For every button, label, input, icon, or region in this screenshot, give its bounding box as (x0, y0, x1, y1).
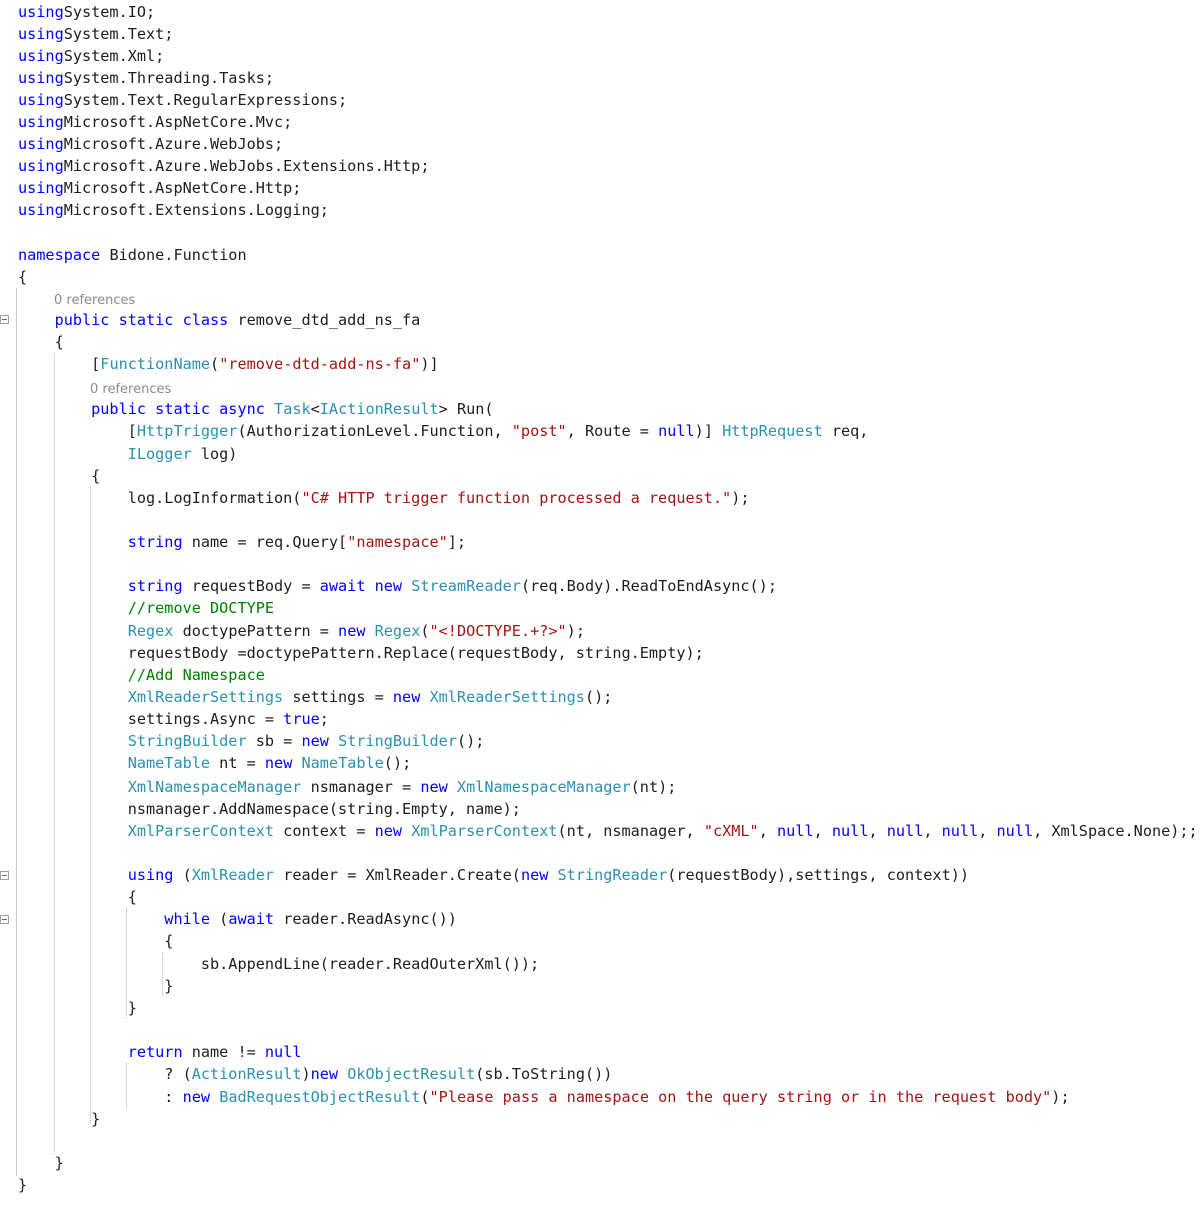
code-token: while (18, 910, 211, 928)
code-token (292, 754, 301, 772)
code-token: ); (731, 489, 750, 507)
code-line[interactable] (18, 111, 292, 133)
code-line[interactable] (18, 686, 612, 708)
code-line[interactable] (18, 597, 274, 619)
code-line[interactable] (18, 953, 539, 975)
code-token: true (283, 710, 320, 728)
code-line[interactable] (18, 620, 585, 642)
code-token: BadRequestObjectResult (219, 1088, 421, 1106)
code-token: using (18, 179, 64, 197)
code-token: (); (456, 732, 485, 750)
code-token: StreamReader (411, 577, 521, 595)
code-token: ) (301, 1065, 311, 1083)
code-line[interactable] (18, 45, 164, 67)
codelens-references[interactable]: 0 references (54, 293, 136, 308)
code-token: ? ( (18, 1065, 192, 1083)
code-token: "C# HTTP trigger function processed a request." (301, 489, 732, 507)
collapse-region-icon[interactable] (0, 315, 9, 324)
code-token: name = req.Query[ (182, 533, 348, 551)
code-token: log.LogInformation( (18, 489, 302, 507)
code-token: new (420, 778, 448, 796)
code-token: HttpTrigger (136, 422, 238, 440)
code-token: System.Xml; (63, 47, 165, 65)
code-token: (req.Body).ReadToEndAsync(); (520, 577, 777, 595)
code-token (402, 822, 411, 840)
code-token: using (18, 91, 64, 109)
code-token (402, 577, 411, 595)
code-token: req, (822, 422, 869, 440)
code-line[interactable] (18, 353, 439, 375)
code-token: using (18, 157, 64, 175)
code-token: "cXML" (703, 822, 759, 840)
code-line[interactable] (18, 155, 429, 177)
code-line[interactable] (18, 930, 173, 952)
code-token: FunctionName (100, 355, 211, 373)
code-token: ( (173, 866, 192, 884)
code-token: new (374, 822, 403, 840)
code-token: XmlNamespaceManager (18, 778, 302, 796)
code-token: XmlReaderSettings (429, 688, 585, 706)
code-token (329, 732, 338, 750)
code-token: System.Threading.Tasks; (63, 69, 275, 87)
code-line[interactable] (18, 309, 420, 331)
code-token (548, 866, 557, 884)
code-token: using (18, 3, 64, 21)
code-token: (nt, nsmanager, (557, 822, 704, 840)
code-line[interactable] (18, 331, 64, 353)
code-line[interactable] (18, 420, 868, 442)
code-token: using (18, 69, 64, 87)
code-token: Regex (18, 622, 174, 640)
code-token: { (18, 333, 64, 351)
code-token: ( (420, 622, 430, 640)
code-token: using (18, 25, 64, 43)
code-token: new (392, 688, 421, 706)
code-line[interactable] (18, 997, 137, 1019)
code-line[interactable] (18, 89, 347, 111)
code-line[interactable] (18, 908, 457, 930)
code-token: nsmanager.AddNamespace(string.Empty, name); (18, 800, 521, 818)
collapse-region-icon[interactable] (0, 871, 9, 880)
code-token: "post" (511, 422, 567, 440)
code-token: Microsoft.AspNetCore.Http; (63, 179, 302, 197)
code-token: XmlParserContext (411, 822, 558, 840)
code-token: } (18, 1110, 101, 1128)
code-token: ); (1051, 1088, 1070, 1106)
code-token: { (18, 888, 137, 906)
code-line[interactable] (18, 398, 494, 420)
code-token: NameTable (18, 754, 211, 772)
collapse-region-icon[interactable] (0, 915, 9, 924)
code-token: new (264, 754, 293, 772)
code-line[interactable] (18, 975, 173, 997)
code-token: Microsoft.Azure.WebJobs; (63, 135, 284, 153)
code-token: null (777, 822, 814, 840)
code-token: string (18, 577, 183, 595)
code-line[interactable] (18, 531, 466, 553)
code-line[interactable] (18, 798, 521, 820)
code-token: "remove-dtd-add-ns-fa" (219, 355, 421, 373)
code-line[interactable] (18, 487, 750, 509)
code-token: } (18, 1176, 28, 1194)
code-line[interactable] (18, 886, 137, 908)
code-token: using (18, 135, 64, 153)
code-token: HttpRequest (722, 422, 823, 440)
code-token: null (941, 822, 979, 840)
code-token: "<!DOCTYPE.+?>" (429, 622, 567, 640)
code-token: } (18, 977, 174, 995)
code-token: ( (210, 355, 220, 373)
code-token (448, 778, 457, 796)
code-token: IActionResult (319, 400, 439, 418)
code-token: context = (274, 822, 375, 840)
code-token: new (310, 1065, 339, 1083)
code-token: StringBuilder (18, 732, 247, 750)
code-token: , (758, 822, 778, 840)
code-token: (); (584, 688, 613, 706)
code-token: ( (420, 1088, 430, 1106)
code-token: "Please pass a namespace on the query string or in the request body" (429, 1088, 1052, 1106)
code-token: XmlReader (191, 866, 275, 884)
code-token: StringReader (557, 866, 668, 884)
code-token: Bidone.Function (100, 246, 247, 264)
code-token: Microsoft.Extensions.Logging; (63, 201, 329, 219)
code-line[interactable] (18, 664, 265, 686)
code-line[interactable] (18, 1, 155, 23)
code-line[interactable] (18, 1174, 27, 1196)
code-token: new (182, 1088, 211, 1106)
code-token: (AuthorizationLevel.Function, (237, 422, 512, 440)
code-line[interactable] (18, 1063, 612, 1085)
code-token: [ (18, 422, 137, 440)
code-token: [ (18, 355, 101, 373)
code-token: namespace (18, 246, 101, 264)
code-line[interactable] (18, 730, 484, 752)
code-line[interactable] (18, 1108, 100, 1130)
code-token: , (978, 822, 997, 840)
code-token: StringBuilder (338, 732, 457, 750)
code-token (365, 622, 374, 640)
code-line[interactable] (18, 642, 704, 664)
code-token: doctypePattern = (173, 622, 339, 640)
code-token: sb = (246, 732, 302, 750)
code-line[interactable] (18, 465, 100, 487)
code-token: reader.ReadAsync()) (274, 910, 457, 928)
code-token (420, 688, 429, 706)
code-token: System.Text.RegularExpressions; (63, 91, 348, 109)
code-token: System.Text; (63, 25, 174, 43)
code-line[interactable] (18, 708, 329, 730)
code-token: null (831, 822, 869, 840)
code-token: (); (383, 754, 412, 772)
code-token: using (18, 113, 64, 131)
code-token: XmlReaderSettings (18, 688, 284, 706)
code-token: settings.Async = (18, 710, 284, 728)
code-token: , (813, 822, 832, 840)
code-token: log) (191, 445, 238, 463)
code-token: using (18, 47, 64, 65)
code-token: //remove DOCTYPE (18, 599, 275, 617)
code-token: public static class (18, 311, 229, 329)
code-line[interactable] (18, 199, 329, 221)
codelens-references[interactable]: 0 references (90, 382, 172, 397)
code-token: { (18, 467, 101, 485)
indent-guide (16, 288, 17, 1176)
code-token: )] (694, 422, 723, 440)
code-token: (nt); (630, 778, 677, 796)
code-line[interactable] (18, 864, 969, 886)
code-line[interactable] (18, 23, 173, 45)
code-token: "namespace" (347, 533, 448, 551)
code-token: await new (319, 577, 403, 595)
code-token: //Add Namespace (18, 666, 265, 684)
code-token: null (658, 422, 695, 440)
code-token (265, 400, 274, 418)
code-token: nt = (210, 754, 265, 772)
code-token: XmlNamespaceManager (456, 778, 631, 796)
code-token: Microsoft.Azure.WebJobs.Extensions.Http; (63, 157, 430, 175)
code-token: } (18, 1154, 64, 1172)
code-line[interactable] (18, 820, 1198, 842)
code-line[interactable] (18, 1041, 301, 1063)
code-token: System.IO; (63, 3, 156, 21)
code-line[interactable] (18, 575, 777, 597)
code-token: new (338, 622, 366, 640)
code-token: nsmanager = (301, 778, 421, 796)
code-token: new (301, 732, 329, 750)
code-token: settings = (283, 688, 393, 706)
code-token: null (886, 822, 924, 840)
code-token: (sb.ToString()) (475, 1065, 613, 1083)
code-token: new (520, 866, 549, 884)
code-token: remove_dtd_add_ns_fa (228, 311, 421, 329)
code-token: requestBody =doctypePattern.Replace(requestBody, string.Empty); (18, 644, 704, 662)
code-token: } (18, 999, 137, 1017)
code-line[interactable] (18, 1152, 64, 1174)
code-token: , XmlSpace.None);; (1033, 822, 1198, 840)
code-token: XmlParserContext (18, 822, 275, 840)
code-token: )] (420, 355, 439, 373)
code-token: requestBody = (182, 577, 320, 595)
code-token: > Run( (438, 400, 494, 418)
code-line[interactable] (18, 752, 411, 774)
code-token: return (18, 1043, 183, 1061)
code-token: public static async (18, 400, 265, 418)
code-token: , (868, 822, 887, 840)
code-token: string (18, 533, 183, 551)
code-token (338, 1065, 347, 1083)
code-token: Microsoft.AspNetCore.Mvc; (63, 113, 293, 131)
code-token: : (18, 1088, 183, 1106)
code-line[interactable] (18, 67, 274, 89)
code-token: ); (566, 622, 585, 640)
code-token: using (18, 866, 174, 884)
code-token: OkObjectResult (347, 1065, 476, 1083)
code-token: , (923, 822, 942, 840)
code-line[interactable] (18, 776, 676, 798)
code-token: reader = XmlReader.Create( (274, 866, 521, 884)
code-token: ]; (447, 533, 467, 551)
code-token: sb.AppendLine(reader.ReadOuterXml()); (18, 955, 540, 973)
code-line[interactable] (18, 244, 247, 266)
code-token (210, 1088, 219, 1106)
code-token: await (228, 910, 275, 928)
code-token: Regex (374, 622, 421, 640)
code-token: null (996, 822, 1034, 840)
code-token: , Route = (566, 422, 659, 440)
code-line[interactable] (18, 177, 301, 199)
code-token: ILogger (18, 445, 192, 463)
code-token: name != (182, 1043, 265, 1061)
code-token: using (18, 201, 64, 219)
code-token: NameTable (301, 754, 384, 772)
code-token: ; (319, 710, 329, 728)
code-line[interactable] (18, 1086, 1070, 1108)
code-token: ( (210, 910, 229, 928)
code-line[interactable] (18, 133, 283, 155)
code-token: < (310, 400, 320, 418)
code-token: (requestBody),settings, context)) (667, 866, 970, 884)
code-token: { (18, 268, 28, 286)
code-token: Task (274, 400, 311, 418)
code-token: { (18, 932, 174, 950)
code-line[interactable] (18, 266, 27, 288)
code-token: ActionResult (191, 1065, 302, 1083)
code-line[interactable] (18, 443, 237, 465)
code-token: null (264, 1043, 302, 1061)
